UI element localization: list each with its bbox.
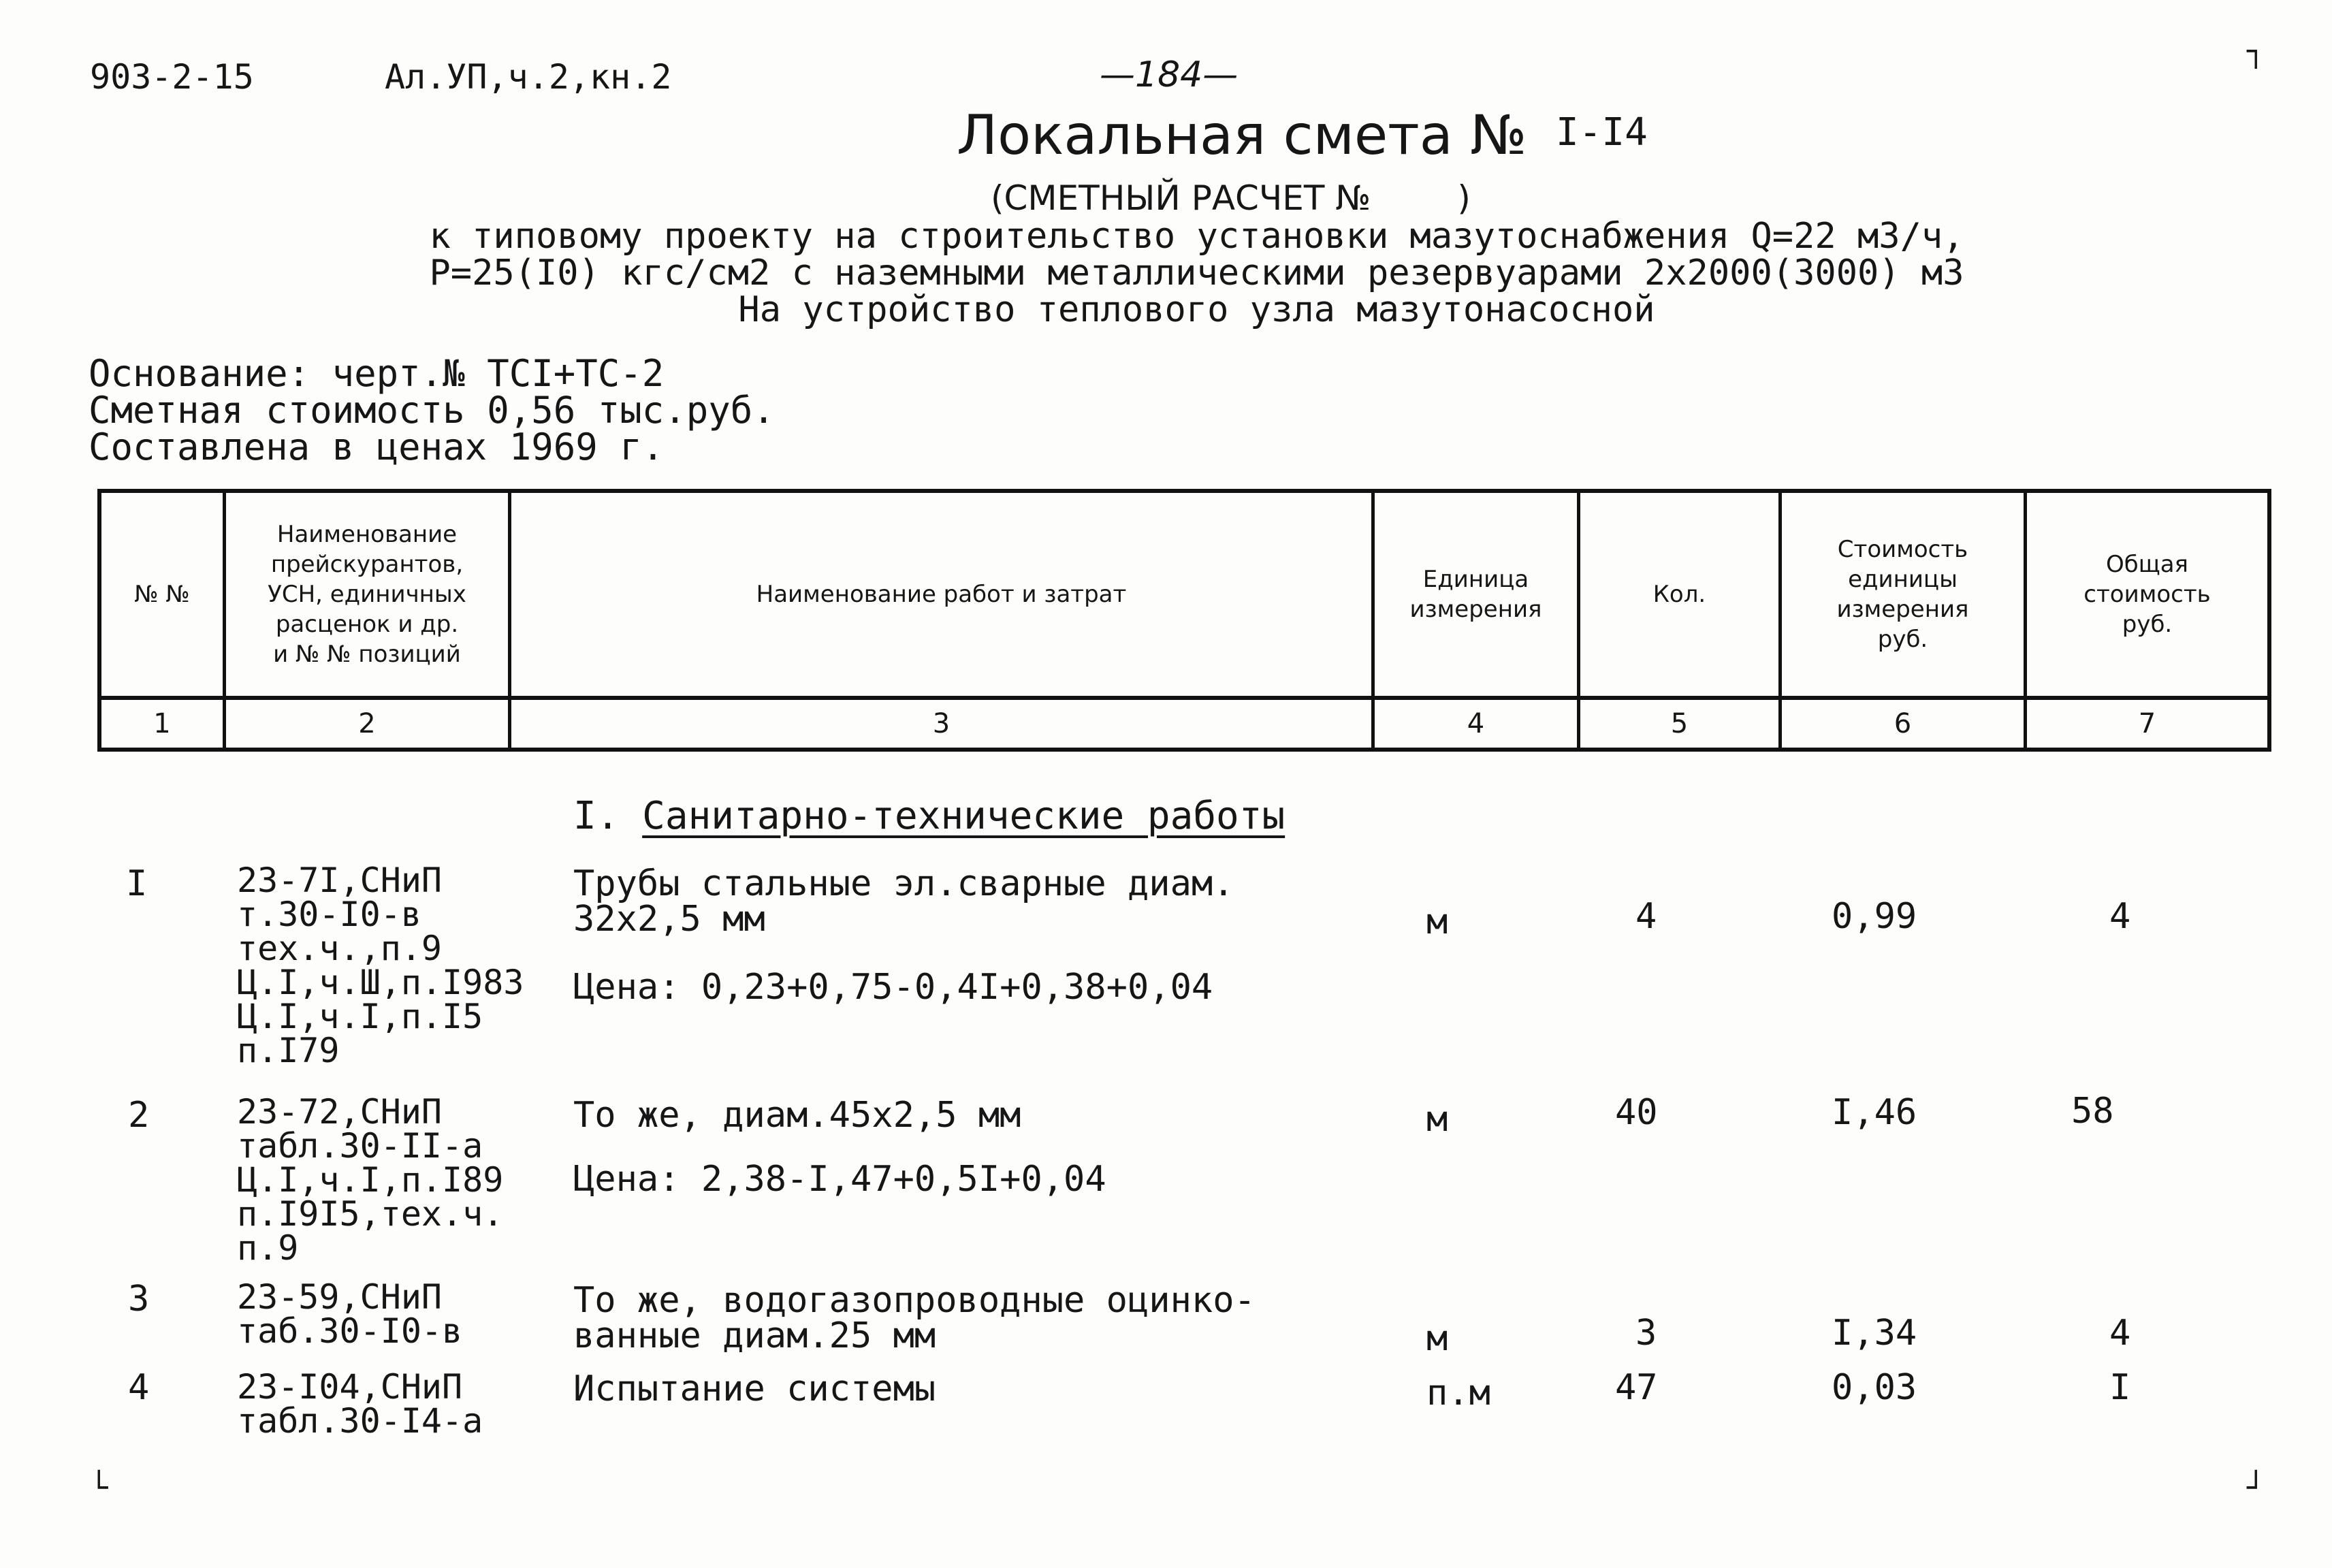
ref-line: Ц.I,ч.Ш,п.I983 bbox=[237, 963, 524, 1002]
row-reference bbox=[237, 863, 524, 1068]
section-heading bbox=[573, 794, 1285, 838]
row-price-formula: Цена: 0,23+0,75-0,4I+0,38+0,04 bbox=[573, 967, 1213, 1008]
document-code: 903-2-15 bbox=[90, 57, 254, 97]
col-number-3: 3 bbox=[932, 708, 951, 739]
ref-line: 23-I04,СНиП bbox=[237, 1367, 463, 1407]
row-number: 3 bbox=[128, 1279, 150, 1319]
ref-line: 23-72,СНиП bbox=[237, 1092, 443, 1132]
col-number-7: 7 bbox=[2138, 708, 2156, 739]
work-line: ванные диам.25 мм bbox=[573, 1315, 936, 1356]
header-work-name: Наименование работ и затрат bbox=[756, 581, 1127, 608]
section-number: I. bbox=[573, 794, 620, 838]
row-quantity: 3 bbox=[1635, 1313, 1657, 1354]
work-line: Трубы стальные эл.сварные диам. bbox=[573, 863, 1234, 904]
ref-line: табл.30-II-а bbox=[237, 1126, 483, 1166]
crop-mark-top-right-icon: ┐ bbox=[2247, 34, 2265, 69]
row-quantity: 40 bbox=[1615, 1092, 1658, 1133]
col-number-5: 5 bbox=[1670, 708, 1689, 739]
basis-cost: Сметная стоимость 0,56 тыс.руб. bbox=[89, 389, 775, 432]
row-unit-cost: I,46 bbox=[1832, 1092, 1917, 1133]
row-number: 4 bbox=[128, 1367, 150, 1408]
section-title: Санитарно-технические работы bbox=[642, 794, 1285, 838]
work-line: Испытание системы bbox=[573, 1369, 936, 1409]
basis-prices-year: Составлена в ценах 1969 г. bbox=[89, 426, 665, 468]
description-line-3: На устройство теплового узла мазутонасосной bbox=[738, 289, 1655, 330]
work-line: 32х2,5 мм bbox=[573, 899, 765, 940]
row-total: 4 bbox=[2109, 1313, 2131, 1354]
ref-line: п.I79 bbox=[237, 1031, 340, 1070]
col-number-4: 4 bbox=[1467, 708, 1485, 739]
ref-line: т.30-I0-в bbox=[237, 895, 421, 934]
ref-line: табл.30-I4-а bbox=[237, 1401, 483, 1441]
row-number: 2 bbox=[128, 1095, 150, 1136]
row-unit-cost: I,34 bbox=[1832, 1313, 1917, 1354]
col-number-6: 6 bbox=[1894, 708, 1912, 739]
estimate-title: Локальная смета № bbox=[957, 103, 1527, 167]
col-number-1: 1 bbox=[153, 708, 171, 739]
row-unit: м bbox=[1426, 1318, 1448, 1359]
ref-line: таб.30-I0-в bbox=[237, 1311, 463, 1351]
row-unit: м bbox=[1426, 1099, 1448, 1140]
ref-line: тех.ч.,п.9 bbox=[237, 929, 443, 968]
row-unit-cost: 0,03 bbox=[1832, 1367, 1917, 1408]
estimate-number: I-I4 bbox=[1556, 110, 1648, 155]
row-total: 58 bbox=[2071, 1091, 2114, 1132]
col-number-2: 2 bbox=[358, 708, 376, 739]
description-line-1: к типовому проекту на строительство установки мазутоснабжения Q=22 м3/ч, bbox=[429, 216, 1964, 257]
row-unit: м bbox=[1426, 901, 1448, 942]
row-reference bbox=[237, 1367, 483, 1441]
ref-line: Ц.I,ч.I,п.I5 bbox=[237, 997, 483, 1036]
row-quantity: 47 bbox=[1615, 1367, 1658, 1408]
header-total-cost: Общая стоимость руб. bbox=[2083, 551, 2211, 638]
album-reference: Ал.УП,ч.2,кн.2 bbox=[385, 57, 672, 97]
row-work-name bbox=[573, 1280, 1256, 1356]
row-quantity: 4 bbox=[1635, 896, 1657, 937]
project-description bbox=[0, 218, 2332, 328]
work-line: То же, диам.45х2,5 мм bbox=[573, 1095, 1021, 1136]
row-total: I bbox=[2109, 1367, 2131, 1408]
header-reference: Наименование прейскурантов, УСН, единичных расценок и др. и № № позиций bbox=[268, 521, 466, 668]
ref-line: 23-59,СНиП bbox=[237, 1277, 443, 1317]
header-quantity: Кол. bbox=[1652, 581, 1706, 608]
ref-line: п.9 bbox=[237, 1228, 299, 1268]
work-line: То же, водогазопроводные оцинко- bbox=[573, 1280, 1256, 1321]
row-price-formula: Цена: 2,38-I,47+0,5I+0,04 bbox=[573, 1159, 1106, 1200]
row-number: I bbox=[126, 863, 148, 904]
crop-mark-bottom-right-icon: ┘ bbox=[2247, 1471, 2265, 1505]
crop-mark-bottom-left-icon: └ bbox=[90, 1471, 108, 1505]
description-line-2: Р=25(I0) кгс/см2 с наземными металлическими резервуарами 2х2000(3000) м3 bbox=[429, 253, 1964, 293]
header-unit-cost: Стоимость единицы измерения руб. bbox=[1836, 536, 1969, 653]
ref-line: 23-7I,СНиП bbox=[237, 861, 443, 900]
row-unit-cost: 0,99 bbox=[1832, 896, 1917, 937]
row-work-name bbox=[573, 1371, 936, 1407]
header-unit: Единица измерения bbox=[1409, 566, 1542, 623]
row-total: 4 bbox=[2109, 896, 2131, 937]
row-reference bbox=[237, 1092, 504, 1268]
row-reference bbox=[237, 1277, 463, 1351]
ref-line: п.I9I5,тех.ч. bbox=[237, 1194, 504, 1234]
basis-drawings: Основание: черт.№ ТСI+ТС-2 bbox=[89, 352, 665, 395]
row-work-name bbox=[573, 1095, 1021, 1136]
basis-block bbox=[89, 352, 775, 468]
estimate-table-header bbox=[97, 489, 2271, 752]
estimate-subtitle: (СМЕТНЫЙ РАСЧЕТ № ) bbox=[991, 178, 1471, 218]
page-number: —184— bbox=[1100, 54, 1239, 95]
row-unit: п.м bbox=[1426, 1373, 1490, 1413]
row-work-name bbox=[573, 863, 1234, 940]
ref-line: Ц.I,ч.I,п.I89 bbox=[237, 1160, 504, 1200]
header-number: № № bbox=[134, 581, 190, 608]
